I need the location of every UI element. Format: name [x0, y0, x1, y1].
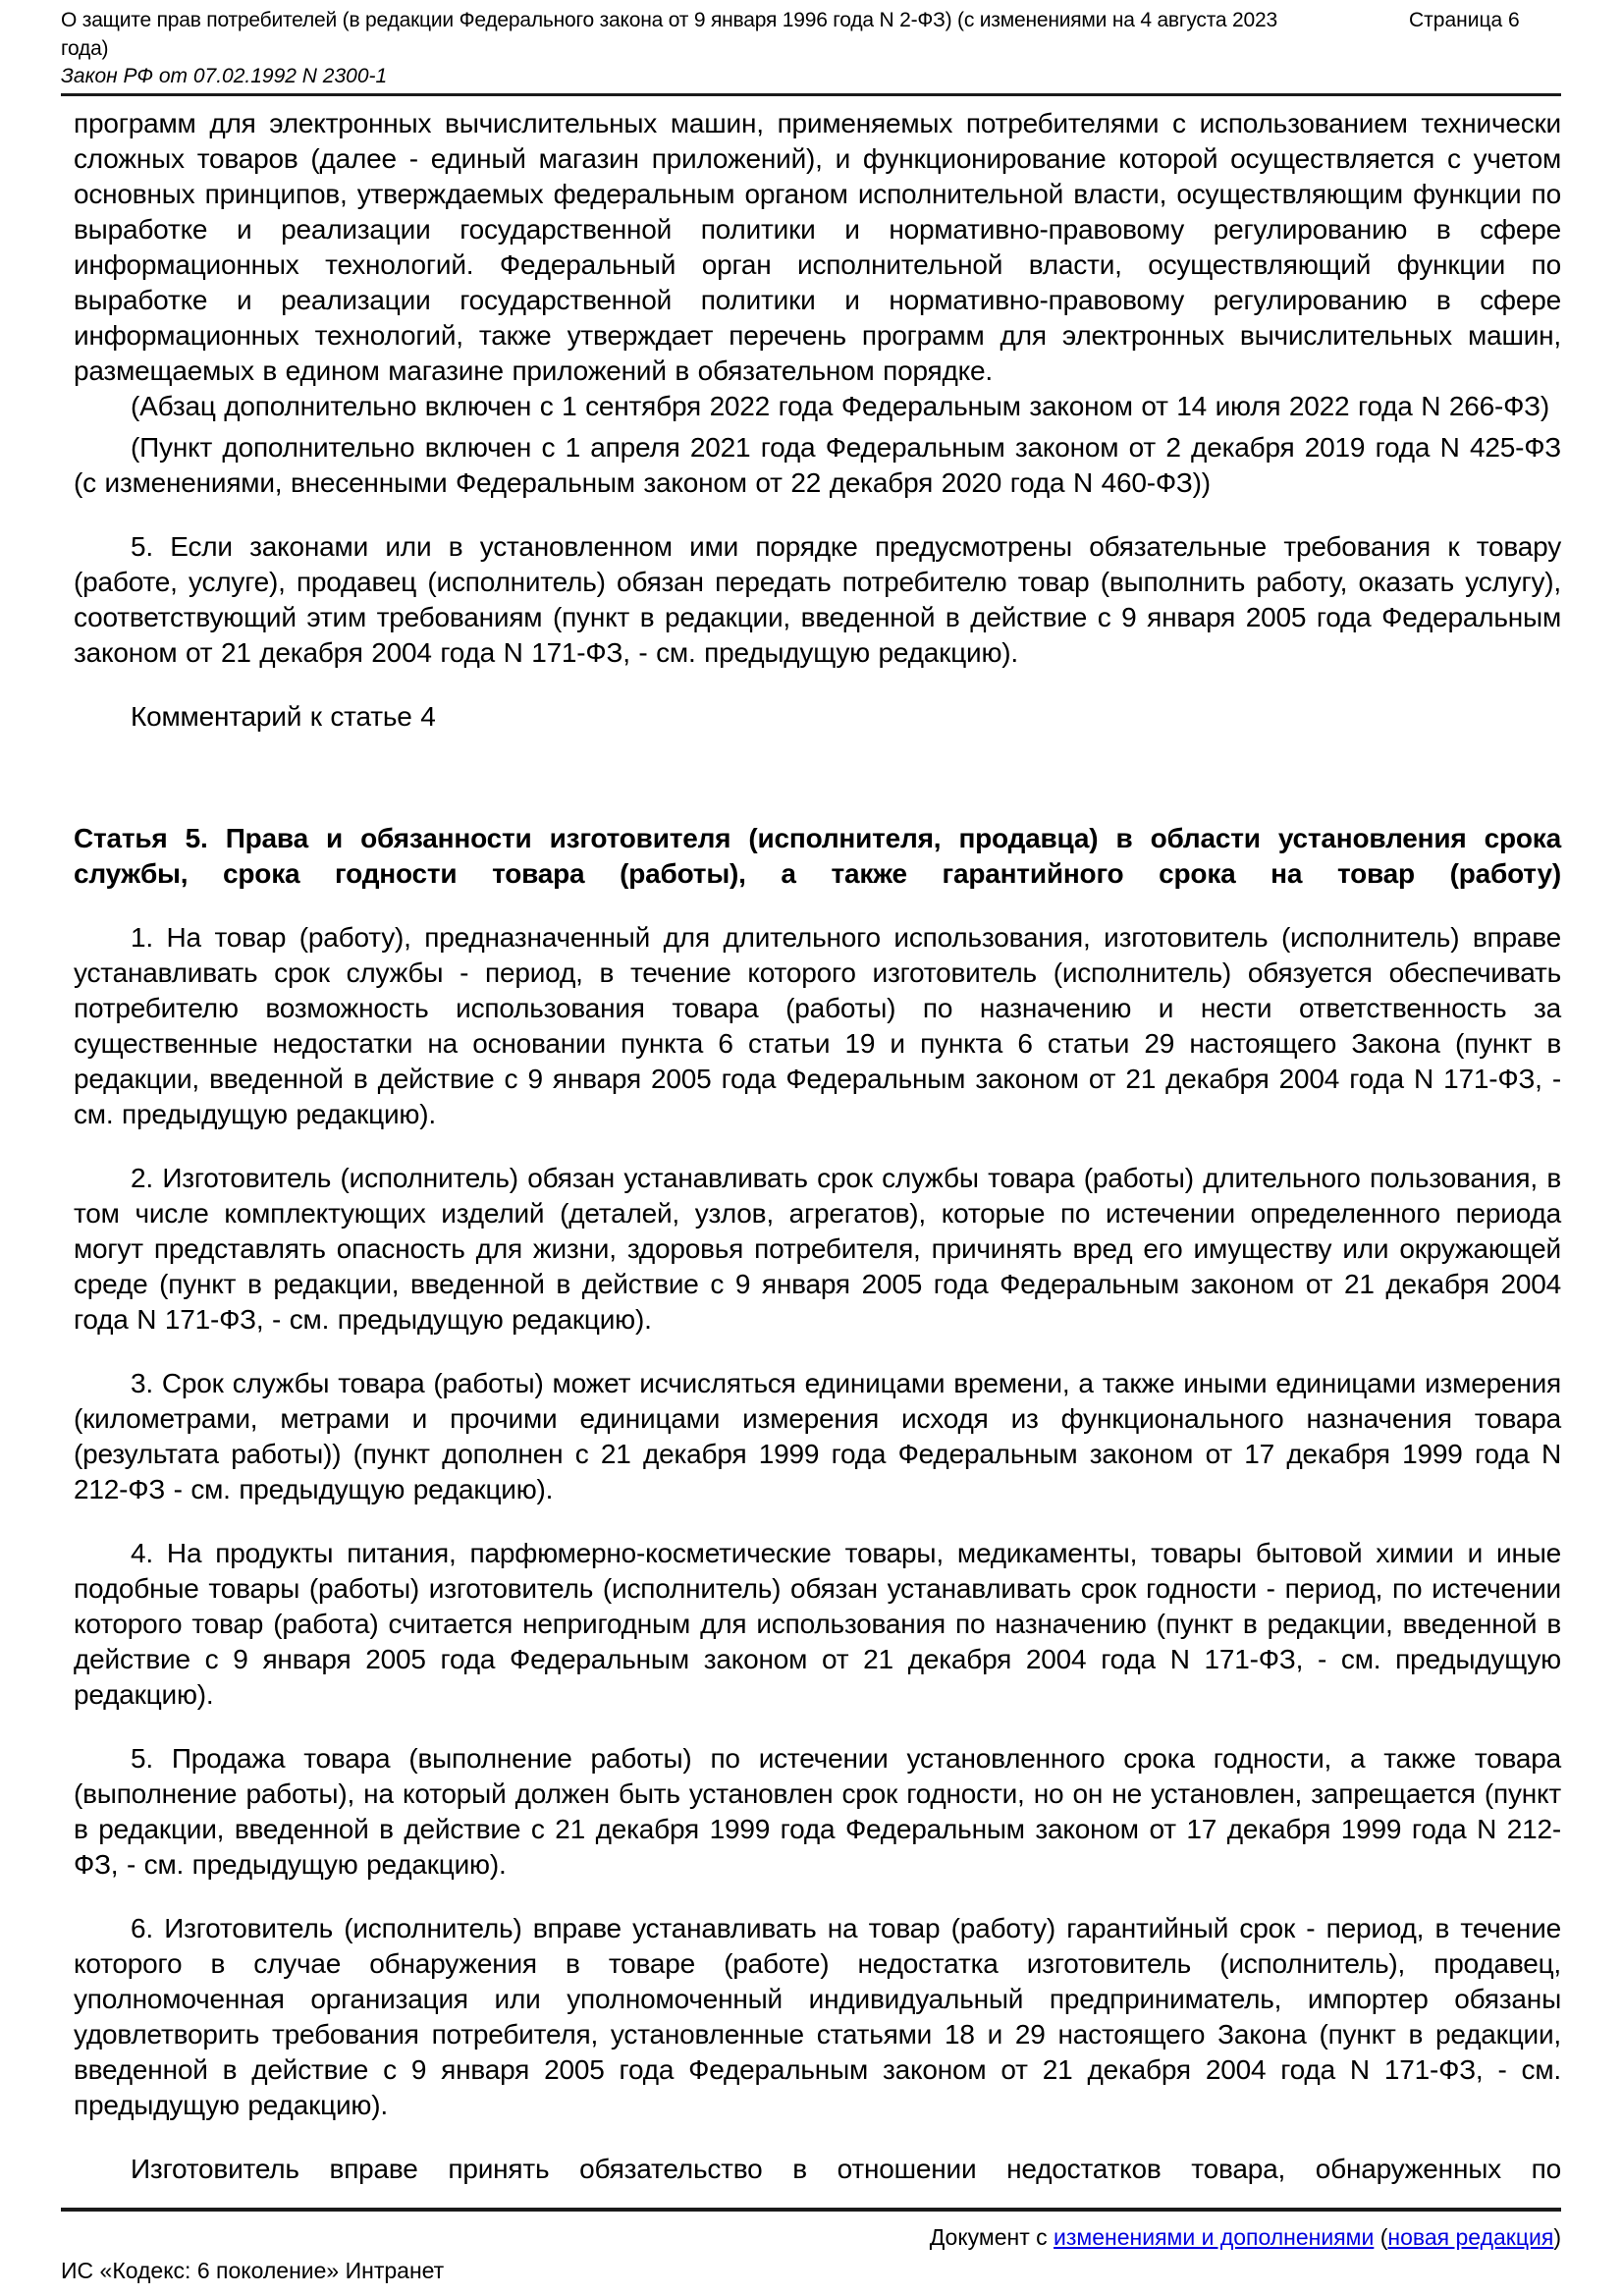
footer-amendments-line	[61, 2223, 1561, 2251]
document-header	[0, 0, 1622, 96]
paragraph: 5. Если законами или в установленном ими порядке предусмотрены обязательные требования к товару (работе, услуге), продавец (исполнитель) обязан передать потребителю товар (выполнить работу, оказать услугу), соответствующий этим требованиям (пункт в редакции, введенной в действие с 9 января 2005 года Федеральным законом от 21 декабря 2004 года N 171-ФЗ, - см. предыдущую редакцию).	[74, 531, 1561, 668]
document-footer	[0, 2208, 1622, 2284]
document-title: О защите прав потребителей (в редакции Федерального закона от 9 января 1996 года N 2-ФЗ) (с изменениями на 4 августа 2023 года)	[61, 9, 1277, 60]
paragraph: Комментарий к статье 4	[131, 701, 436, 732]
footer-system-label: ИС «Кодекс: 6 поколение» Интранет	[61, 2258, 445, 2283]
paragraph: 3. Срок службы товара (работы) может исчисляться единицами времени, а также иными единицами измерения (километрами, метрами и прочими единицами измерения исходя из функционального назначения товара (результата работы)) (пункт дополнен с 21 декабря 1999 года Федеральным законом от 17 декабря 1999 года N 212-ФЗ - см. предыдущую редакцию).	[74, 1368, 1561, 1504]
paragraph: 5. Продажа товара (выполнение работы) по истечении установленного срока годности, а также товара (выполнение работы), на который должен быть установлен срок годности, но он не установлен, запрещается (пункт в редакции, введенной в действие с 21 декабря 1999 года Федеральным законом от 17 декабря 1999 года N 212-ФЗ, - см. предыдущую редакцию).	[74, 1743, 1561, 1880]
document-body	[0, 96, 1622, 2208]
paragraph: 6. Изготовитель (исполнитель) вправе устанавливать на товар (работу) гарантийный срок - период, в течение которого в случае обнаружения в товаре (работе) недостатка изготовитель (исполнитель), продавец, уполномоченная организация или уполномоченный индивидуальный предприниматель, импортер обязаны удовлетворить требования потребителя, установленные статьями 18 и 29 настоящего Закона (пункт в редакции, введенной в действие с 9 января 2005 года Федеральным законом от 21 декабря 2004 года N 171-ФЗ, - см. предыдущую редакцию).	[74, 1913, 1561, 2120]
document-subtitle: Закон РФ от 07.02.1992 N 2300-1	[61, 65, 388, 87]
article-heading: Статья 5. Права и обязанности изготовителя (исполнителя, продавца) в области установления срока службы, срока годности товара (работы), а также гарантийного срока на товар (работу)	[74, 823, 1561, 889]
paragraph: 2. Изготовитель (исполнитель) обязан устанавливать срок службы товара (работы) длительного пользования, в том числе комплектующих изделий (деталей, узлов, агрегатов), которые по истечении определенного периода могут представлять опасность для жизни, здоровья потребителя, причинять вред его имуществу или окружающей среде (пункт в редакции, введенной в действие с 9 января 2005 года Федеральным законом от 21 декабря 2004 года N 171-ФЗ, - см. предыдущую редакцию).	[74, 1163, 1561, 1335]
paragraph: 1. На товар (работу), предназначенный для длительного использования, изготовитель (исполнитель) вправе устанавливать срок службы - период, в течение которого изготовитель (исполнитель) обязуется обеспечивать потребителю возможность использования товара (работы) по назначению и нести ответственность за существенные недостатки на основании пункта 6 статьи 19 и пункта 6 статьи 29 настоящего Закона (пункт в редакции, введенной в действие с 9 января 2005 года Федеральным законом от 21 декабря 2004 года N 171-ФЗ, - см. предыдущую редакцию).	[74, 922, 1561, 1129]
footer-divider	[61, 2208, 1561, 2212]
paragraph: 4. На продукты питания, парфюмерно-косметические товары, медикаменты, товары бытовой химии и иные подобные товары (работы) изготовитель (исполнитель) обязан устанавливать срок годности - период, по истечении которого товар (работа) считается непригодным для использования по назначению (пункт в редакции, введенной в действие с 9 января 2005 года Федеральным законом от 21 декабря 2004 года N 171-ФЗ, - см. предыдущую редакцию).	[74, 1538, 1561, 1710]
footer-amendments-mid: (	[1374, 2224, 1388, 2250]
amendments-link[interactable]: изменениями и дополнениями	[1054, 2224, 1375, 2250]
paragraph: (Пункт дополнительно включен с 1 апреля 2021 года Федеральным законом от 2 декабря 2019 года N 425-ФЗ (с изменениями, внесенными Федеральным законом от 22 декабря 2020 года N 460-ФЗ))	[74, 432, 1561, 498]
paragraph: программ для электронных вычислительных машин, применяемых потребителями с использованием технически сложных товаров (далее - единый магазин приложений), и функционирование которой осуществляется с учетом основных принципов, утверждаемых федеральным органом исполнительной власти, осуществляющим функции по выработке и реализации государственной политики и нормативно-правовому регулированию в сфере информационных технологий. Федеральный орган исполнительной власти, осуществляющий функции по выработке и реализации государственной политики и нормативно-правовому регулированию в сфере информационных технологий, также утверждает перечень программ для электронных вычислительных машин, размещаемых в едином магазине приложений в обязательном порядке.	[74, 108, 1561, 386]
footer-amendments-suffix: )	[1553, 2224, 1561, 2250]
paragraph: Изготовитель вправе принять обязательство в отношении недостатков товара, обнаруженных по	[131, 2154, 1561, 2184]
header-divider	[61, 93, 1561, 96]
page-number-label: Страница 6	[1409, 9, 1520, 31]
paragraph: (Абзац дополнительно включен с 1 сентября 2022 года Федеральным законом от 14 июля 2022 года N 266-ФЗ)	[131, 391, 1549, 421]
footer-amendments-prefix: Документ с	[929, 2224, 1054, 2250]
new-edition-link[interactable]: новая редакция	[1387, 2224, 1554, 2250]
